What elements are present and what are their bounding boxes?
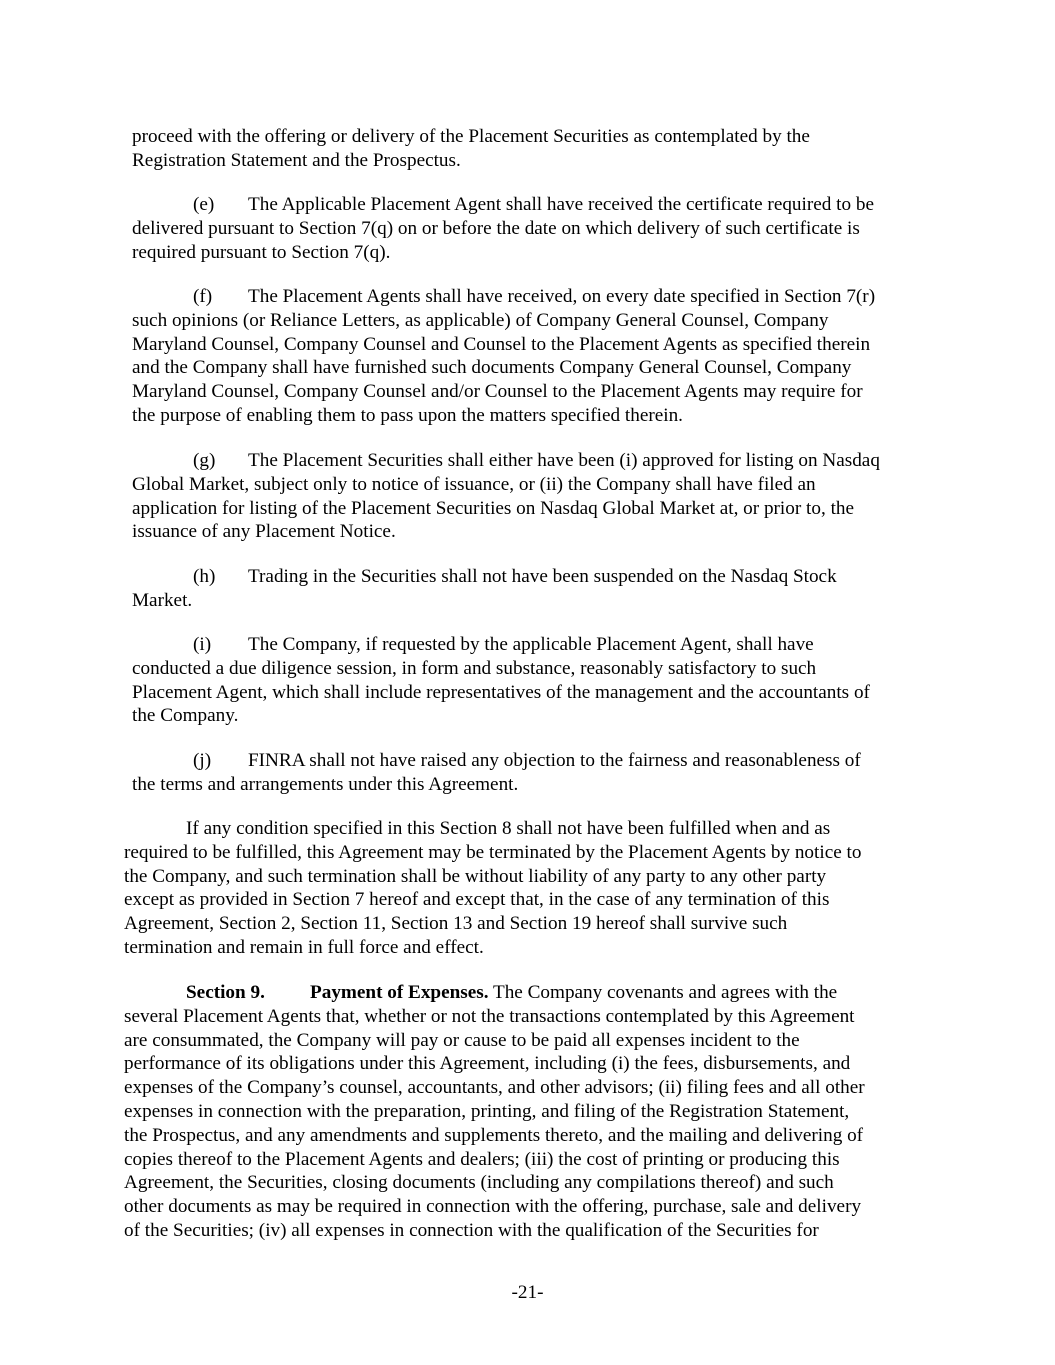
paragraph-line: Global Market, subject only to notice of issuance, or (ii) the Company shall have filed an <box>132 473 816 495</box>
paragraph-line: delivered pursuant to Section 7(q) on or before the date on which delivery of such certificate is <box>132 217 860 239</box>
paragraph-marker: (j) <box>193 750 212 771</box>
paragraph-line: performance of its obligations under this Agreement, including (i) the fees, disbursements, and <box>124 1053 851 1075</box>
paragraph-line: and the Company shall have furnished such documents Company General Counsel, Company <box>132 357 852 379</box>
paragraph-line: the Company, and such termination shall be without liability of any party to any other party <box>124 865 827 887</box>
condition-paragraph-j <box>132 749 861 797</box>
paragraph-line: the terms and arrangements under this Agreement. <box>132 773 519 795</box>
paragraph-line: except as provided in Section 7 hereof and except that, in the case of any termination of this <box>124 889 830 911</box>
paragraph-line: Agreement, the Securities, closing documents (including any compilations thereof) and such <box>124 1172 834 1194</box>
paragraph-line: issuance of any Placement Notice. <box>132 521 396 543</box>
paragraph-line: Market. <box>132 589 193 611</box>
paragraph-line: several Placement Agents that, whether or not the transactions contemplated by this Agreement <box>124 1005 855 1027</box>
paragraph-line: The Applicable Placement Agent shall have received the certificate required to be <box>248 194 874 215</box>
paragraph-line: proceed with the offering or delivery of the Placement Securities as contemplated by the <box>132 126 810 147</box>
paragraph-line: conducted a due diligence session, in form and substance, reasonably satisfactory to such <box>132 657 817 679</box>
paragraph-marker: (g) <box>193 450 216 471</box>
page-number: -21- <box>511 1282 544 1303</box>
paragraph-line: expenses of the Company’s counsel, accountants, and other advisors; (ii) filing fees and all other <box>124 1077 865 1099</box>
paragraph-line: Placement Agent, which shall include representatives of the management and the accountants of <box>132 681 870 703</box>
paragraph-line: of the Securities; (iv) all expenses in connection with the qualification of the Securities for <box>124 1219 819 1241</box>
paragraph-marker: (i) <box>193 634 212 655</box>
paragraph-line: Maryland Counsel, Company Counsel and Counsel to the Placement Agents as specified therein <box>132 333 871 355</box>
paragraph-marker: (h) <box>193 566 216 587</box>
paragraph-line: the Company. <box>132 705 239 727</box>
section-9-paragraph <box>124 981 865 1243</box>
paragraph-line: application for listing of the Placement Securities on Nasdaq Global Market at, or prior to, the <box>132 497 855 519</box>
paragraph-line: required to be fulfilled, this Agreement may be terminated by the Placement Agents by notice to <box>124 841 862 863</box>
paragraph-line: Registration Statement and the Prospectus. <box>132 149 461 171</box>
continuation-paragraph <box>132 125 810 173</box>
section-title: Payment of Expenses. <box>310 982 489 1003</box>
paragraph-marker: (e) <box>193 194 215 215</box>
paragraph-line: Trading in the Securities shall not have been suspended on the Nasdaq Stock <box>248 566 837 587</box>
paragraph-line: The Company covenants and agrees with the <box>488 982 838 1003</box>
paragraph-line: the purpose of enabling them to pass upon the matters specified therein. <box>132 404 683 426</box>
paragraph-line: are consummated, the Company will pay or cause to be paid all expenses incident to the <box>124 1029 800 1051</box>
section-number: Section 9. <box>186 982 265 1003</box>
termination-paragraph <box>124 817 861 960</box>
condition-paragraph-g <box>132 449 880 544</box>
paragraph-line: Agreement, Section 2, Section 11, Section 13 and Section 19 hereof shall survive such <box>124 913 788 935</box>
paragraph-line: required pursuant to Section 7(q). <box>132 241 391 263</box>
paragraph-line: expenses in connection with the preparation, printing, and filing of the Registration Statement, <box>124 1100 850 1122</box>
condition-paragraph-e <box>132 193 874 264</box>
paragraph-marker: (f) <box>193 286 213 307</box>
paragraph-line: such opinions (or Reliance Letters, as applicable) of Company General Counsel, Company <box>132 309 829 331</box>
condition-paragraph-f <box>132 285 875 428</box>
paragraph-line: termination and remain in full force and effect. <box>124 936 484 958</box>
paragraph-line: FINRA shall not have raised any objection to the fairness and reasonableness of <box>248 750 861 771</box>
paragraph-line: other documents as may be required in connection with the offering, purchase, sale and delivery <box>124 1196 862 1218</box>
paragraph-line: The Placement Agents shall have received, on every date specified in Section 7(r) <box>248 286 876 307</box>
condition-paragraph-h <box>132 565 837 613</box>
condition-paragraph-i <box>132 633 870 728</box>
paragraph-line: The Placement Securities shall either have been (i) approved for listing on Nasdaq <box>248 450 880 471</box>
paragraph-line: If any condition specified in this Section 8 shall not have been fulfilled when and as <box>186 818 831 839</box>
paragraph-line: copies thereof to the Placement Agents and dealers; (iii) the cost of printing or producing this <box>124 1148 840 1170</box>
paragraph-line: Maryland Counsel, Company Counsel and/or Counsel to the Placement Agents may require for <box>132 381 863 403</box>
paragraph-line: the Prospectus, and any amendments and supplements thereto, and the mailing and delivering of <box>124 1124 864 1146</box>
paragraph-line: The Company, if requested by the applicable Placement Agent, shall have <box>248 634 814 655</box>
